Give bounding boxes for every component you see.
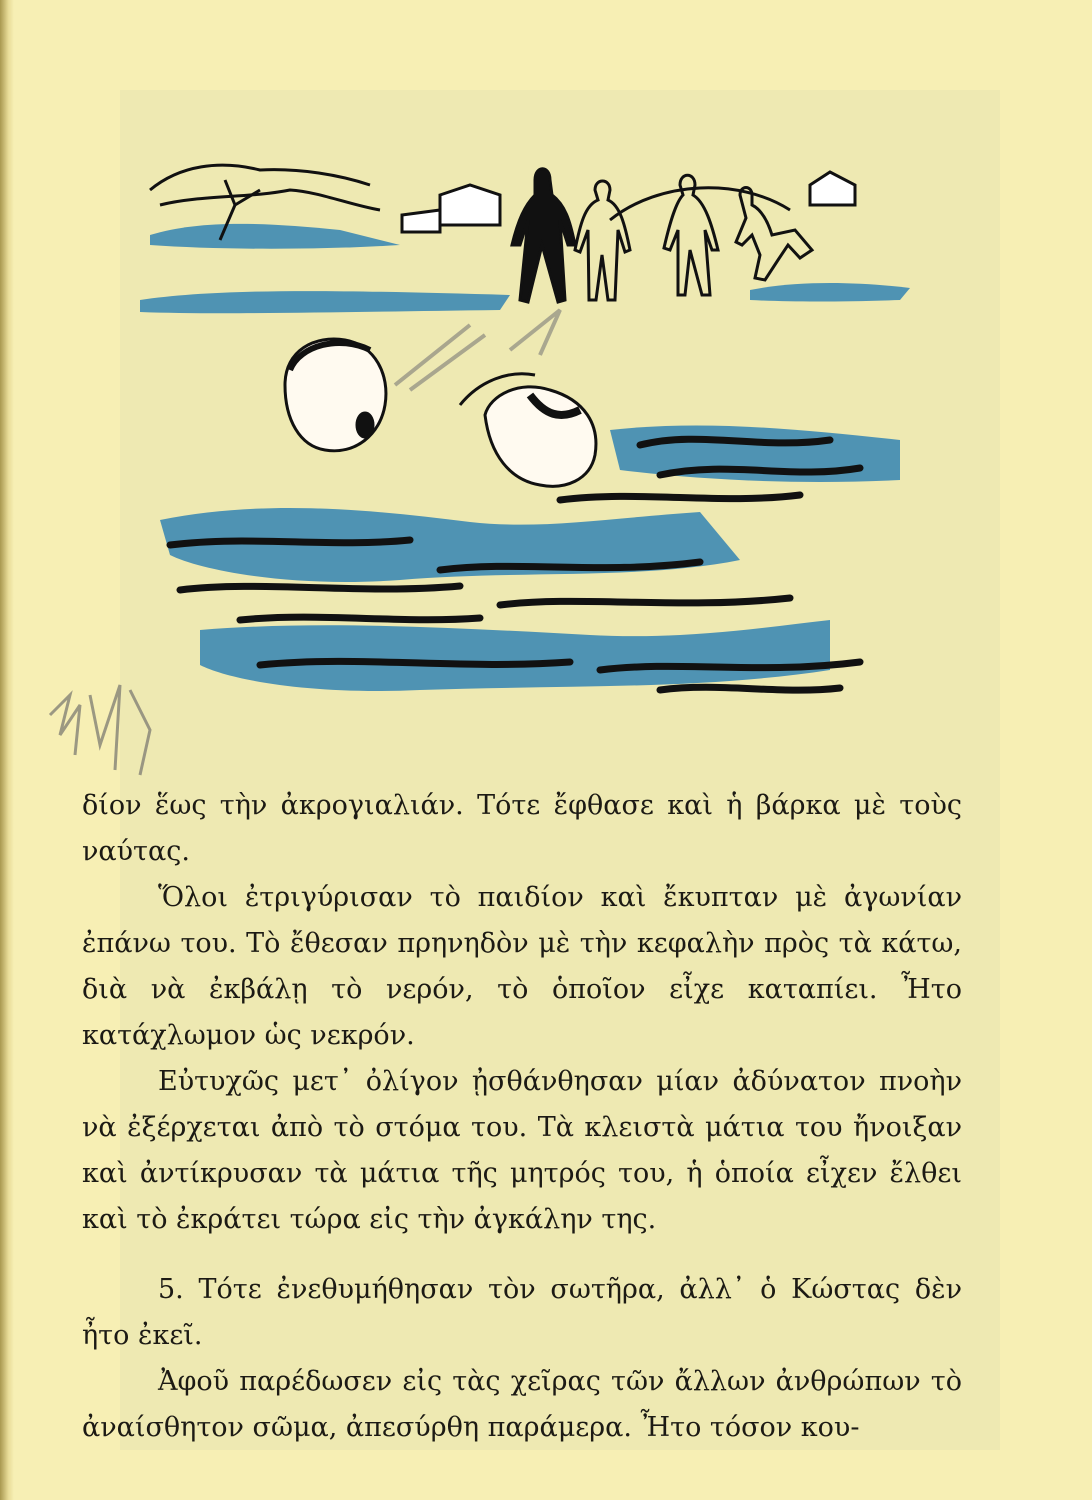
- pencil-scribble: [395, 310, 560, 390]
- page-binding-edge: [0, 0, 14, 1500]
- section-paragraph: 5. Τότε ἐνεθυμήθησαν τὸν σωτῆρα, ἀλλ᾽ ὁ Κώστας δὲν ἦτο ἐκεῖ.: [82, 1274, 962, 1351]
- margin-pencil-scribble: [40, 675, 170, 790]
- paragraph: Ἀφοῦ παρέδωσεν εἰς τὰς χεῖρας τῶν ἄλλων ἀνθρώπων τὸ ἀναίσθητον σῶμα, ἀπεσύρθη παράμερα. Ἦτο τόσον κου-: [82, 1366, 962, 1443]
- body-text: [82, 783, 962, 1451]
- bystander-figures: [512, 169, 812, 302]
- houses: [402, 172, 855, 232]
- paragraph-continuation: δίον ἕως τὴν ἀκρογιαλιάν. Τότε ἔφθασε καὶ ἡ βάρκα μὲ τοὺς ναύτας.: [82, 790, 962, 867]
- paragraph: Ὅλοι ἐτριγύρισαν τὸ παιδίον καὶ ἔκυπταν μὲ ἀγωνίαν ἐπάνω του. Τὸ ἔθεσαν πρηνηδὸν μὲ τὴν κεφαλὴν πρὸς τὰ κάτω, διὰ νὰ ἐκβάλῃ τὸ νερόν, τὸ ὁποῖον εἶχε καταπίει. Ἦτο κατάχλωμον ὡς νεκρόν.: [82, 882, 962, 1051]
- paragraph: Εὐτυχῶς μετ᾽ ὀλίγον ᾐσθάνθησαν μίαν ἀδύνατον πνοὴν νὰ ἐξέρχεται ἀπὸ τὸ στόμα του. Τὰ κλειστὰ μάτια του ἤνοιξαν καὶ ἀντίκρυσαν τὰ μάτια τῆς μητρός του, ἡ ὁποία εἶχεν ἔλθει καὶ τὸ ἐκράτει τώρα εἰς τὴν ἀγκάλην της.: [82, 1066, 962, 1235]
- drowning-rescue-illustration: [140, 150, 920, 715]
- swimmer-boy: [285, 339, 386, 451]
- paragraph-spacer: [82, 1243, 962, 1267]
- swimmer-rescuer: [460, 374, 596, 487]
